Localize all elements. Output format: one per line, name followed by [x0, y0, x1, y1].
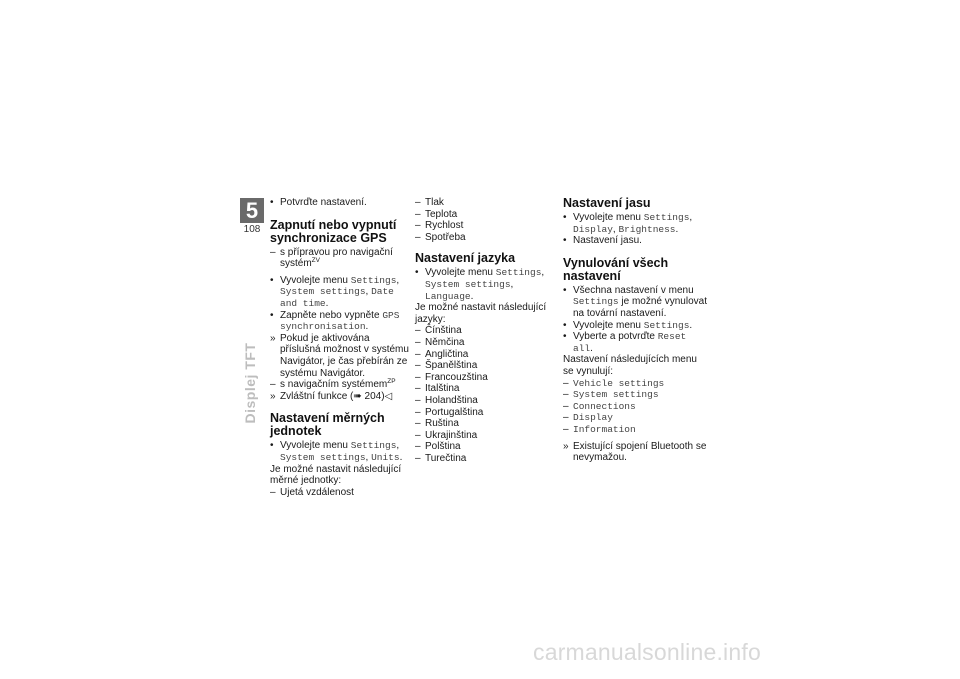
list-item	[415, 453, 550, 465]
list-item	[415, 418, 550, 430]
step-item	[270, 440, 410, 463]
step-text: Vyvolejte menu	[573, 212, 644, 223]
separator: ,	[612, 223, 619, 235]
list-item-text: Ukrajinština	[425, 429, 478, 441]
section-heading-brightness: Nastavení jasu	[563, 196, 651, 210]
list-item-text: Čínština	[425, 325, 462, 337]
reference-item	[270, 391, 410, 403]
menu-path: Display	[573, 223, 613, 235]
menu-name: Display	[573, 412, 613, 424]
list-item	[415, 407, 550, 419]
list-item	[415, 337, 550, 349]
list-item	[563, 424, 708, 436]
section-heading-reset: Vynulování všech nastavení	[563, 255, 669, 283]
step-item	[563, 320, 708, 332]
list-item-text: Španělština	[425, 360, 478, 372]
column-3	[563, 197, 708, 464]
note-item	[563, 441, 708, 464]
bullet-icon: •	[563, 331, 567, 343]
list-item	[270, 487, 410, 499]
list-item	[415, 441, 550, 453]
dash-icon: –	[415, 197, 421, 208]
menu-path: Settings	[643, 212, 690, 223]
note-icon: »	[270, 390, 276, 402]
menu-path: Settings	[350, 274, 397, 286]
list-item	[563, 389, 708, 401]
dash-icon: –	[270, 246, 276, 258]
list-item-text: Ujetá vzdálenost	[280, 486, 354, 498]
step-item	[415, 267, 550, 302]
list-item-text: Němčina	[425, 336, 465, 348]
step-item	[563, 212, 708, 235]
list-item	[415, 209, 550, 221]
punctuation: .	[470, 290, 474, 302]
list-item-text: Holandština	[425, 394, 478, 406]
note-icon: »	[270, 332, 276, 344]
step-text: Nastavení jasu.	[573, 235, 642, 247]
separator: ,	[689, 212, 693, 223]
list-item	[415, 197, 550, 209]
dash-icon: –	[563, 389, 569, 401]
list-item-text: Polština	[425, 441, 461, 453]
note-text: Pokud je aktivována příslušná možnost v systému Navigátor, je čas přebírán ze systému Navigátor.	[280, 332, 409, 379]
menu-name: System settings	[573, 389, 659, 401]
bullet-icon: •	[270, 197, 274, 208]
reference-text: Zvláštní funkce (	[280, 390, 354, 402]
list-item	[415, 383, 550, 395]
dash-icon: –	[415, 429, 421, 441]
list-item-text: Francouzština	[425, 371, 488, 383]
condition-text: s přípravou pro navigační systém	[280, 246, 393, 270]
step-text: Všechna nastavení v menu	[573, 284, 694, 296]
bullet-icon: •	[563, 319, 567, 331]
list-item-text: Teplota	[425, 208, 458, 220]
list-item	[415, 430, 550, 442]
dash-icon: –	[415, 452, 421, 464]
step-text: Vyvolejte menu	[280, 440, 351, 452]
menu-name: Information	[573, 423, 636, 435]
list-item-text: Spotřeba	[425, 231, 466, 243]
dash-icon: –	[415, 406, 421, 418]
chapter-sidebar	[243, 343, 259, 423]
dash-icon: –	[415, 383, 421, 395]
separator: ,	[396, 440, 400, 452]
step-text: Vyvolejte menu	[425, 267, 496, 279]
menu-path: Language	[425, 290, 471, 302]
punctuation: .	[675, 223, 679, 235]
bullet-icon: •	[270, 274, 274, 286]
menu-name: Vehicle settings	[573, 377, 665, 389]
step-text: Zapněte nebo vypněte	[280, 309, 383, 321]
dash-icon: –	[563, 377, 569, 389]
bullet-icon: •	[270, 440, 274, 452]
menu-path: Settings	[573, 296, 619, 308]
note-icon: »	[563, 440, 569, 452]
list-item-text: Italština	[425, 383, 460, 395]
list-item	[415, 360, 550, 372]
column-1	[270, 197, 410, 498]
menu-name: Connections	[573, 400, 636, 412]
dash-icon: –	[563, 423, 569, 435]
list-item-text: Rychlost	[425, 220, 464, 232]
separator: ,	[365, 286, 372, 298]
dash-icon: –	[415, 371, 421, 383]
dash-icon: –	[415, 441, 421, 453]
body-text: Je možné nastavit následující měrné jednotky:	[270, 463, 402, 487]
step-text: Vyvolejte menu	[280, 274, 351, 286]
list-item-text: Tlak	[425, 197, 444, 208]
section-heading-units: Nastavení měrných jednotek	[270, 411, 385, 439]
separator: ,	[365, 451, 372, 463]
step-item	[563, 235, 708, 247]
punctuation: .	[325, 297, 329, 309]
dash-icon: –	[415, 208, 421, 220]
menu-path: Settings	[643, 319, 690, 331]
step-text: je možné vynulovat na tovární nastavení.	[573, 296, 707, 319]
section-heading-gps: Zapnutí nebo vypnutí synchronizace GPS	[270, 217, 397, 245]
list-item	[415, 372, 550, 384]
menu-path: Settings	[350, 440, 397, 452]
separator: ,	[541, 267, 545, 279]
punctuation: .	[399, 451, 403, 463]
bullet-icon: •	[563, 284, 567, 296]
dash-icon: –	[415, 325, 421, 337]
list-item	[270, 197, 410, 209]
dash-icon: –	[415, 231, 421, 243]
list-item-text: Angličtina	[425, 348, 469, 360]
dash-icon: –	[415, 394, 421, 406]
chapter-title: Displej TFT	[242, 342, 259, 424]
step-text: Vyberte a potvrďte	[573, 331, 658, 343]
menu-path: Reset all	[573, 331, 687, 354]
step-item	[563, 285, 708, 320]
step-item	[563, 331, 708, 354]
list-item-text: Ruština	[425, 418, 459, 430]
menu-path: Brightness	[618, 223, 676, 235]
list-item	[415, 395, 550, 407]
dash-icon: –	[270, 379, 276, 391]
step-text: Vyvolejte menu	[573, 319, 644, 331]
option-code: ZV	[311, 257, 320, 265]
menu-path: System settings	[280, 451, 366, 463]
list-item	[563, 401, 708, 413]
bullet-icon: •	[563, 235, 567, 247]
dash-icon: –	[270, 486, 276, 498]
punctuation: .	[590, 342, 593, 354]
step-item	[270, 310, 410, 333]
bullet-icon: •	[563, 212, 567, 223]
dash-icon: –	[415, 418, 421, 430]
dash-icon: –	[415, 348, 421, 360]
punctuation: .	[365, 321, 369, 333]
condition-item	[270, 379, 410, 391]
dash-icon: –	[415, 336, 421, 348]
condition-item	[270, 247, 410, 270]
watermark: carmanualsonline.info	[533, 639, 761, 665]
menu-path: Settings	[495, 267, 542, 279]
item-text: Potvrďte nastavení.	[280, 197, 367, 208]
list-item-text: Turečtina	[425, 452, 467, 464]
list-item-text: Portugalština	[425, 406, 484, 418]
body-text: Nastavení následujících menu se vynulují:	[563, 354, 697, 377]
condition-text: s navigačním systémem	[280, 379, 388, 391]
list-item	[415, 325, 550, 337]
punctuation: .	[689, 319, 693, 331]
bullet-icon: •	[415, 267, 419, 279]
menu-path: Units	[371, 451, 400, 463]
note-item	[270, 333, 410, 379]
separator: ,	[396, 274, 400, 286]
list-item	[563, 378, 708, 390]
option-code: ZP	[387, 378, 396, 386]
list-item	[415, 220, 550, 232]
menu-path: System settings	[425, 278, 511, 290]
step-item	[270, 275, 410, 310]
dash-icon: –	[415, 220, 421, 232]
menu-path: System settings	[280, 286, 366, 298]
list-item	[415, 232, 550, 244]
separator: ,	[510, 278, 514, 290]
column-2	[415, 197, 550, 464]
list-item	[563, 412, 708, 424]
arrow-right-icon: ➠	[353, 390, 362, 402]
dash-icon: –	[563, 400, 569, 412]
reference-page[interactable]: 204)	[361, 390, 385, 402]
section-heading-language: Nastavení jazyka	[415, 251, 516, 266]
note-text: Existující spojení Bluetooth se nevymažou.	[573, 440, 707, 464]
body-text: Je možné nastavit následující jazyky:	[415, 302, 547, 325]
menu-path: Date and time	[280, 286, 394, 309]
bullet-icon: •	[270, 309, 274, 321]
page-number: 108	[243, 224, 261, 235]
dash-icon: –	[415, 360, 421, 372]
list-item	[415, 349, 550, 361]
dash-icon: –	[563, 412, 569, 424]
menu-path: GPS synchronisation	[280, 309, 400, 333]
chapter-number-badge: 5	[240, 198, 264, 223]
end-triangle-icon: ◁	[384, 390, 393, 402]
